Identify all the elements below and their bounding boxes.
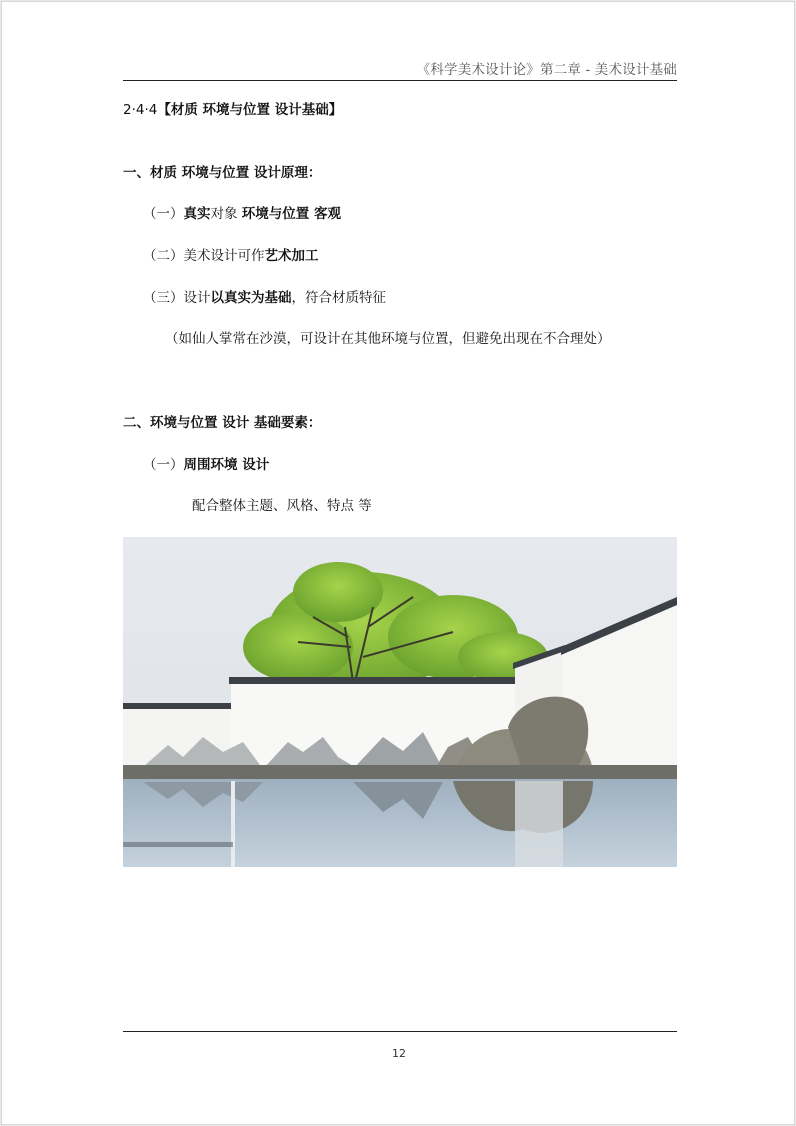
page-number: 12 (392, 1047, 406, 1060)
part1-item-2 (143, 247, 319, 265)
item-number: （一） (143, 457, 184, 473)
item-text: 美术设计可作 (183, 248, 265, 264)
section-title: 【材质 环境与位置 设计基础】 (157, 102, 343, 118)
item-bold-text: 艺术加工 (264, 248, 319, 264)
item-number: （二） (143, 248, 184, 264)
garden-photo (123, 537, 677, 867)
item-bold-text: 真实 (183, 206, 211, 222)
item-bold-text: 环境与位置 客观 (241, 206, 341, 222)
part2-note: 配合整体主题、风格、特点 等 (192, 498, 372, 514)
part1-item-1 (143, 205, 341, 223)
water (123, 779, 677, 867)
item-number: （一） (143, 206, 184, 222)
document-page (1, 1, 795, 1125)
part2-heading: 二、环境与位置 设计 基础要素： (123, 415, 322, 431)
part2-item-1 (143, 456, 269, 474)
section-number: 2·4·4 (123, 102, 158, 118)
item-text: 对象 (210, 206, 242, 222)
running-header: 《科学美术设计论》第二章 - 美术设计基础 (416, 62, 677, 78)
item-text: ，符合材质特征 (291, 290, 386, 306)
item-text: 设计 (183, 290, 211, 306)
footer-rule (123, 1031, 677, 1032)
item-number: （三） (143, 290, 184, 306)
item-bold-text: 以真实为基础 (210, 290, 292, 306)
item-bold-text: 周围环境 设计 (183, 457, 270, 473)
part1-item-3 (143, 289, 386, 307)
header-rule (123, 80, 677, 81)
section-heading (123, 101, 342, 119)
part1-note: （如仙人掌常在沙漠，可设计在其他环境与位置，但避免出现在不合理处） (165, 331, 611, 347)
part1-heading: 一、材质 环境与位置 设计原理： (123, 165, 322, 181)
